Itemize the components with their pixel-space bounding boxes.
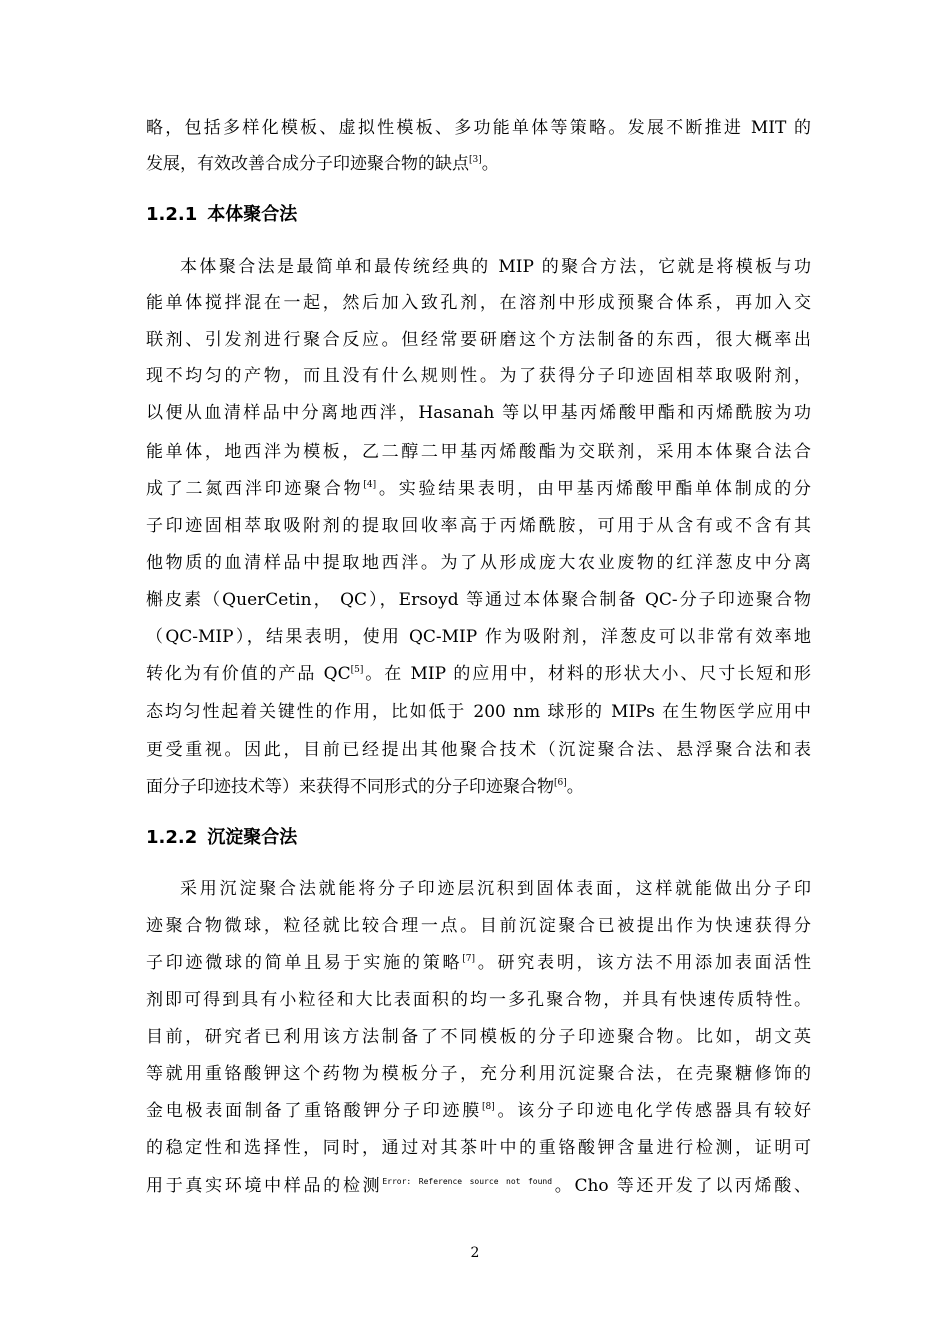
text-run: 转化为有价值的产品 QC <box>146 664 351 684</box>
section-heading-1-2-1 <box>146 204 297 226</box>
paragraph-line <box>146 479 811 499</box>
text-run: 。 <box>481 154 499 174</box>
text-run: 态均匀性起着关键性的作用，比如低于 200 nm 球形的 MIPs 在生物医学应用中 <box>146 702 811 722</box>
citation-ref[interactable]: [4] <box>363 480 377 490</box>
text-run: 发展，有效改善合成分子印迹聚合物的缺点 <box>146 154 469 174</box>
text-run: 面分子印迹技术等）来获得不同形式的分子印迹聚合物 <box>146 777 554 797</box>
paragraph-line <box>180 879 811 899</box>
text-run: 。实验结果表明，由甲基丙烯酸甲酯单体制成的分 <box>376 479 812 499</box>
paragraph-line <box>146 1138 811 1158</box>
paragraph-line <box>146 293 811 313</box>
text-run: 现不均匀的产物，而且没有什么规则性。为了获得分子印迹固相萃取吸附剂， <box>146 366 811 386</box>
text-run: 略，包括多样化模板、虚拟性模板、多功能单体等策略。发展不断推进 MIT 的 <box>146 118 811 138</box>
paragraph-line <box>146 1176 811 1196</box>
paragraph-line <box>146 553 811 573</box>
broken-reference-field: Error: Reference source not found <box>382 1177 553 1186</box>
section-title: 本体聚合法 <box>207 204 298 225</box>
paragraph-line <box>146 403 811 423</box>
text-run: 迹聚合物微球，粒径就比较合理一点。目前沉淀聚合已被提出作为快速获得分 <box>146 916 811 936</box>
text-run: 采用沉淀聚合法就能将分子印迹层沉积到固体表面，这样就能做出分子印 <box>180 879 811 899</box>
citation-ref[interactable]: [8] <box>482 1102 495 1112</box>
page-number: 2 <box>470 1245 480 1261</box>
paragraph-line <box>146 777 811 797</box>
text-run: 成了二氮西泮印迹聚合物 <box>146 479 364 499</box>
citation-ref[interactable]: [7] <box>462 954 475 964</box>
paragraph-line <box>146 330 811 350</box>
paragraph-line <box>146 516 811 536</box>
paragraph-line <box>146 627 811 647</box>
section-number: 1.2.1 <box>146 204 198 225</box>
text-run: 他物质的血清样品中提取地西泮。为了从形成庞大农业废物的红洋葱皮中分离 <box>146 553 811 573</box>
text-run: 的稳定性和选择性，同时，通过对其茶叶中的重铬酸钾含量进行检测，证明可 <box>146 1138 811 1158</box>
text-run: 。在 MIP 的应用中，材料的形状大小、尺寸长短和形 <box>363 664 811 684</box>
citation-ref[interactable]: [6] <box>554 778 567 788</box>
text-run: （QC-MIP），结果表明，使用 QC-MIP 作为吸附剂，洋葱皮可以非常有效率地 <box>146 627 811 647</box>
paragraph-line <box>146 1064 811 1084</box>
paragraph-line <box>146 1027 811 1047</box>
text-run: 联剂、引发剂进行聚合反应。但经常要研磨这个方法制备的东西，很大概率出 <box>146 330 811 350</box>
paragraph-line <box>146 366 811 386</box>
paragraph-line <box>146 154 811 174</box>
text-run: 子印迹固相萃取吸附剂的提取回收率高于丙烯酰胺，可用于从含有或不含有其 <box>146 516 811 536</box>
text-run: 。该分子印迹电化学传感器具有较好 <box>494 1101 812 1121</box>
text-run: 以便从血清样品中分离地西泮，Hasanah 等以甲基丙烯酸甲酯和丙烯酰胺为功 <box>146 403 811 423</box>
paragraph-line <box>146 740 811 760</box>
paragraph-line <box>146 702 811 722</box>
citation-ref[interactable]: [3] <box>469 155 482 165</box>
paragraph-line <box>146 916 811 936</box>
text-run: 目前，研究者已利用该方法制备了不同模板的分子印迹聚合物。比如，胡文英 <box>146 1027 811 1047</box>
paragraph-line <box>146 118 811 138</box>
text-run: 能单体搅拌混在一起，然后加入致孔剂，在溶剂中形成预聚合体系，再加入交 <box>146 293 811 313</box>
paragraph-line <box>146 590 811 610</box>
text-run: 。Cho 等还开发了以丙烯酸、 <box>552 1176 811 1196</box>
paragraph-line <box>180 257 811 277</box>
text-run: 。 <box>566 777 584 797</box>
section-number: 1.2.2 <box>146 827 198 848</box>
paragraph-line <box>146 990 811 1010</box>
text-run: 。研究表明，该方法不用添加表面活性 <box>475 953 812 973</box>
section-title: 沉淀聚合法 <box>207 827 298 848</box>
text-run: 金电极表面制备了重铬酸钾分子印迹膜 <box>146 1101 483 1121</box>
paragraph-line <box>146 442 811 462</box>
citation-ref[interactable]: [5] <box>350 665 364 675</box>
text-run: 槲皮素（QuerCetin， QC），Ersoyd 等通过本体聚合制备 QC-分子印迹聚合物 <box>146 590 811 610</box>
text-run: 子印迹微球的简单且易于实施的策略 <box>146 953 463 973</box>
paragraph-line <box>146 664 811 684</box>
text-run: 更受重视。因此，目前已经提出其他聚合技术（沉淀聚合法、悬浮聚合法和表 <box>146 740 811 760</box>
text-run: 等就用重铬酸钾这个药物为模板分子，充分利用沉淀聚合法，在壳聚糖修饰的 <box>146 1064 811 1084</box>
text-run: 能单体，地西泮为模板，乙二醇二甲基丙烯酸酯为交联剂，采用本体聚合法合 <box>146 442 811 462</box>
section-heading-1-2-2 <box>146 827 297 849</box>
text-run: 剂即可得到具有小粒径和大比表面积的均一多孔聚合物，并具有快速传质特性。 <box>146 990 811 1010</box>
text-run: 本体聚合法是最简单和最传统经典的 MIP 的聚合方法，它就是将模板与功 <box>180 257 811 277</box>
paragraph-line <box>146 953 811 973</box>
text-run: 用于真实环境中样品的检测 <box>146 1176 383 1196</box>
paragraph-line <box>146 1101 811 1121</box>
